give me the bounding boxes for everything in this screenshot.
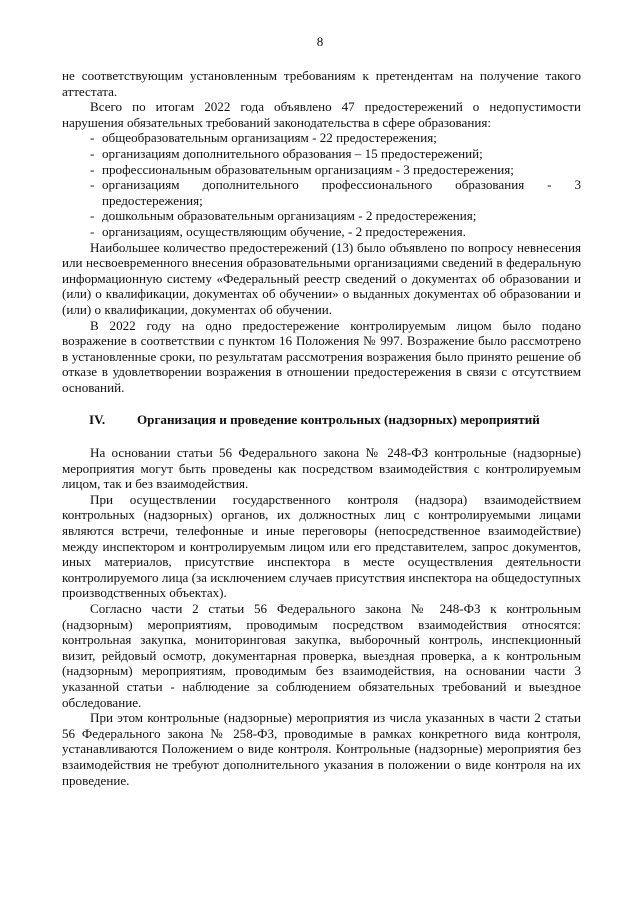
paragraph-continuation: не соответствующим установленным требованиям к претендентам на получение такого аттестата.	[62, 68, 581, 99]
list-item: - профессиональным образовательным организациям - 3 предостережения;	[62, 162, 581, 178]
list-item: - организациям дополнительного профессионального образования - 3 предостережения;	[62, 177, 581, 208]
list-item: - организациям дополнительного образования – 15 предостережений;	[62, 146, 581, 162]
paragraph-warnings-total: Всего по итогам 2022 года объявлено 47 предостережений о недопустимости нарушения обязательных требований законодательства в сфере образования:	[62, 99, 581, 130]
paragraph-part-2: Согласно части 2 статьи 56 Федерального закона № 248-ФЗ к контрольным (надзорным) мероприятиям, проводимым посредством взаимодействия относятся: контрольная закупка, мониторинговая закупка, выборочный контроль, инспекционный визит, рейдовый осмотр, документарная проверка, выездная проверка, а к контрольным (надзорным) мероприятиям, проводимым без взаимодействия, на основании части 3 указанной статьи - наблюдение за соблюдением обязательных требований и выездное обследование.	[62, 601, 581, 710]
paragraph-most-warnings: Наибольшее количество предостережений (13) было объявлено по вопросу невнесения или несвоевременного внесения образовательными организациями сведений в федеральную информационную систему «Федеральный реестр сведений о документах об образовании и (или) о квалификации, документах об обучении» о выданных документах об образовании и (или) о квалификации, документах об обучении.	[62, 239, 581, 317]
list-item: - организациям, осуществляющим обучение, - 2 предостережения.	[62, 224, 581, 240]
list-item: - дошкольным образовательным организациям - 2 предостережения;	[62, 208, 581, 224]
warnings-list	[62, 130, 581, 239]
section-heading	[62, 412, 581, 428]
section-number: IV.	[89, 412, 106, 428]
list-item: - общеобразовательным организациям - 22 предостережения;	[62, 130, 581, 146]
paragraph-article-56: На основании статьи 56 Федерального закона № 248-ФЗ контрольные (надзорные) мероприятия могут быть проведены как посредством взаимодействия с контролируемым лицом, так и без взаимодействия.	[62, 445, 581, 492]
paragraph-interaction: При осуществлении государственного контроля (надзора) взаимодействием контрольных (надзорных) органов, их должностных лиц с контролируемыми лицами являются встречи, телефонные и иные переговоры (непосредственное взаимодействие) между инспектором и контролируемым лицом или его представителем, запрос документов, иных материалов, присутствие инспектора в месте осуществления деятельности контролируемого лица (за исключением случаев присутствия инспектора на общедоступных производственных объектах).	[62, 491, 581, 601]
paragraph-control-types: При этом контрольные (надзорные) мероприятия из числа указанных в части 2 статьи 56 Федерального закона № 258-ФЗ, проводимые в рамках конкретного вида контроля, устанавливаются Положением о виде контроля. Контрольные (надзорные) мероприятия без взаимодействия не требуют дополнительного указания в положении о виде контроля на их проведение.	[62, 710, 581, 788]
page-number: 8	[316, 34, 324, 49]
paragraph-objection: В 2022 году на одно предостережение контролируемым лицом было подано возражение в соответствии с пунктом 16 Положения № 997. Возражение было рассмотрено в установленные сроки, по результатам рассмотрения возражения было принято решение об отказе в удовлетворении возражения в отношении предостережения в связи с отсутствием оснований.	[62, 317, 581, 395]
section-title: Организация и проведение контрольных (надзорных) мероприятий	[137, 412, 540, 428]
page-body	[62, 68, 581, 788]
